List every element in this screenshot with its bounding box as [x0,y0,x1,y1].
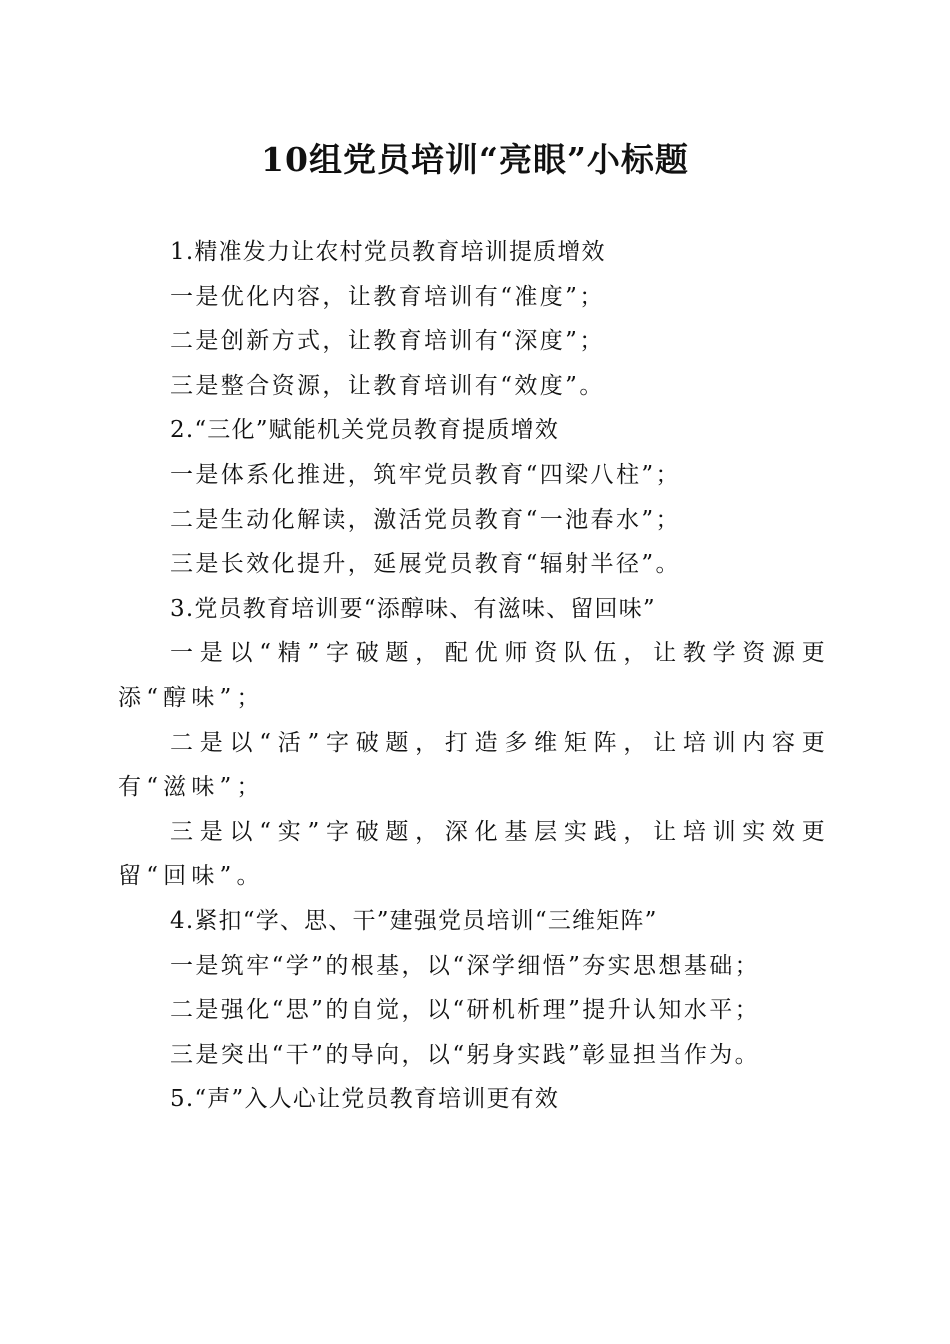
section-4-point-3: 三是突出“干”的导向，以“躬身实践”彰显担当作为。 [170,1041,761,1068]
document-body [118,230,830,1122]
section-2-point-1: 一是体系化推进，筑牢党员教育“四梁八柱”； [170,461,681,488]
section-heading-2: 2.“三化”赋能机关党员教育提质增效 [170,417,560,444]
section-2-point-2: 二是生动化解读，激活党员教育“一池春水”； [170,506,681,533]
section-1-point-1: 一是优化内容，让教育培训有“准度”； [170,283,605,310]
section-4-point-2: 二是强化“思”的自觉，以“研机析理”提升认知水平； [170,997,761,1024]
section-3-point-2: 二是以“活”字破题，打造多维矩阵，让培训内容更有“滋味”； [118,729,830,801]
section-heading-1: 1.精准发力让农村党员教育培训提质增效 [170,239,606,265]
section-1-point-2: 二是创新方式，让教育培训有“深度”； [170,328,605,355]
section-4-point-1: 一是筑牢“学”的根基，以“深学细悟”夯实思想基础； [170,952,761,979]
section-1-point-3: 三是整合资源，让教育培训有“效度”。 [170,372,605,399]
section-3-point-3: 三是以“实”字破题，深化基层实践，让培训实效更留“回味”。 [118,818,830,890]
section-heading-3: 3.党员教育培训要“添醇味、有滋味、留回味” [170,595,656,622]
section-2-point-3: 三是长效化提升，延展党员教育“辐射半径”。 [170,551,681,578]
section-heading-5: 5.“声”入人心让党员教育培训更有效 [170,1086,560,1113]
section-heading-4: 4.紧扣“学、思、干”建强党员培训“三维矩阵” [170,907,658,934]
section-3-point-1: 一是以“精”字破题，配优师资队伍，让教学资源更添“醇味”； [118,640,830,711]
document-title: 10组党员培训“亮眼”小标题 [261,140,689,179]
